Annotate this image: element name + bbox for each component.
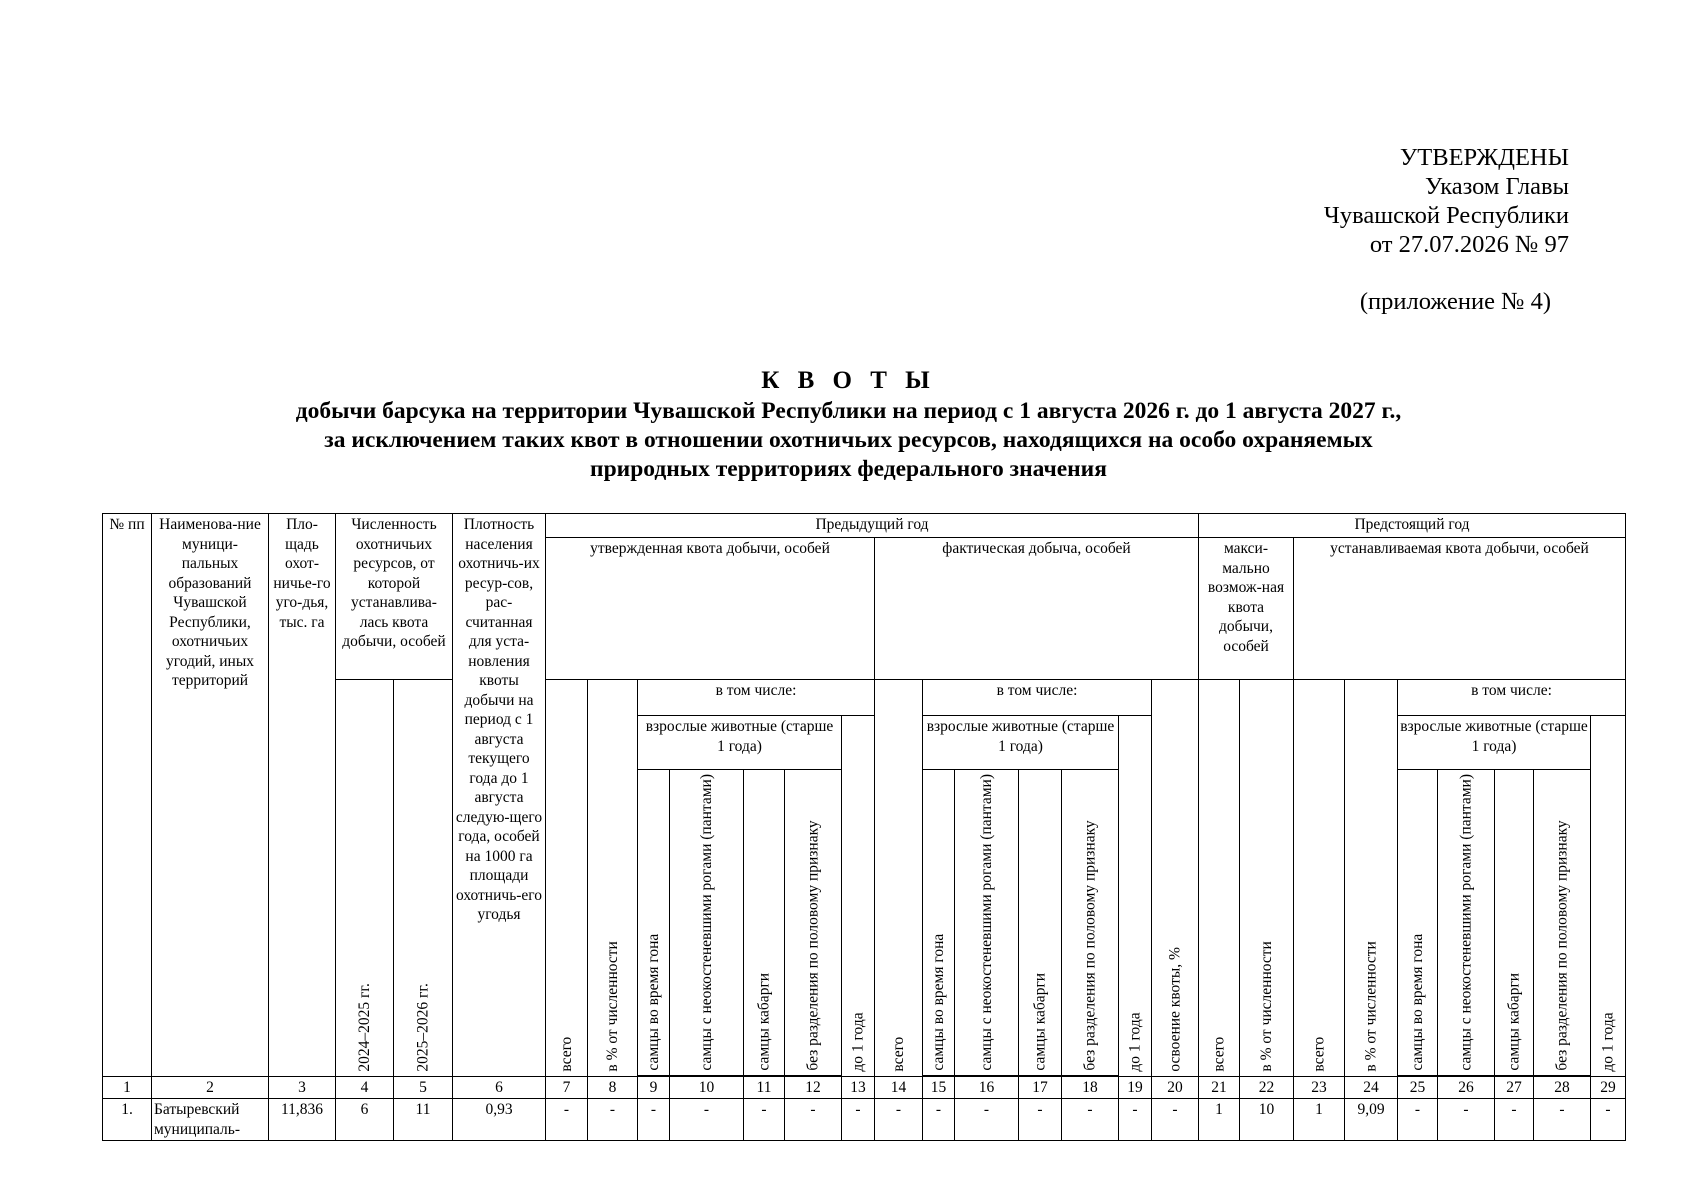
header-set-males-musk: самцы кабарги — [1495, 770, 1534, 1076]
column-number: 24 — [1345, 1076, 1398, 1099]
header-set-no-sex: без разделения по половому признаку — [1534, 770, 1591, 1076]
cell-pop-2025: 11 — [394, 1099, 453, 1141]
cell-prev-no-sex: - — [785, 1099, 842, 1141]
header-actual-harvest: фактическая добыча, особей — [875, 538, 1199, 680]
header-set-males-antlers: самцы с неокостеневшими рогами (пантами) — [1438, 770, 1495, 1076]
cell-prev-males-rut: - — [638, 1099, 670, 1141]
column-number: 29 — [1591, 1076, 1626, 1099]
cell-max-pct: 10 — [1240, 1099, 1294, 1141]
column-number: 15 — [923, 1076, 955, 1099]
approval-title: УТВЕРЖДЕНЫ — [1399, 144, 1569, 171]
column-number: 14 — [875, 1076, 923, 1099]
column-number: 4 — [336, 1076, 394, 1099]
header-actual-no-sex: без разделения по половому признаку — [1062, 770, 1119, 1076]
approval-date: от 27.07.2026 № 97 — [1369, 231, 1569, 258]
column-number: 11 — [744, 1076, 785, 1099]
header-prev-no-sex: без разделения по половому признаку — [785, 770, 842, 1076]
header-num: № пп — [103, 514, 152, 1077]
cell-actual-under-1: - — [1119, 1099, 1152, 1141]
cell-pop-2024: 6 — [336, 1099, 394, 1141]
cell-area: 11,836 — [269, 1099, 336, 1141]
header-actual-males-antlers: самцы с неокостеневшими рогами (пантами) — [955, 770, 1019, 1076]
cell-density: 0,93 — [453, 1099, 546, 1141]
cell-actual-males-rut: - — [923, 1099, 955, 1141]
cell-actual-total: - — [875, 1099, 923, 1141]
header-actual-including: в том числе: — [923, 680, 1152, 716]
cell-set-males-antlers: - — [1438, 1099, 1495, 1141]
column-number: 12 — [785, 1076, 842, 1099]
header-population: Численность охотничьих ресурсов, от которой устанавлива-лась квота добычи, особей — [336, 514, 453, 680]
cell-actual-males-musk: - — [1019, 1099, 1062, 1141]
cell-prev-males-antlers: - — [670, 1099, 744, 1141]
column-number: 20 — [1152, 1076, 1199, 1099]
header-prev-under-1: до 1 года — [842, 716, 875, 1077]
cell-set-pct: 9,09 — [1345, 1099, 1398, 1141]
cell-set-males-rut: - — [1398, 1099, 1438, 1141]
cell-name: Батыревский муниципаль- — [152, 1099, 269, 1141]
approval-block — [1149, 143, 1569, 259]
column-number: 22 — [1240, 1076, 1294, 1099]
cell-prev-pct: - — [588, 1099, 638, 1141]
header-previous-year: Предыдущий год — [546, 514, 1199, 538]
document-title: К В О Т Ы — [761, 367, 936, 394]
cell-set-no-sex: - — [1534, 1099, 1591, 1141]
approval-decree: Указом Главы — [1425, 173, 1569, 200]
column-number: 21 — [1199, 1076, 1240, 1099]
header-actual-males-musk: самцы кабарги — [1019, 770, 1062, 1076]
subtitle-line-3: природных территориях федерального значения — [590, 456, 1107, 482]
subtitle-line-1: добычи барсука на территории Чувашской Республики на период с 1 августа 2026 г. до 1 августа 2027 г., — [295, 398, 1402, 424]
header-actual-males-rut: самцы во время гона — [923, 770, 955, 1076]
cell-actual-males-antlers: - — [955, 1099, 1019, 1141]
column-number: 25 — [1398, 1076, 1438, 1099]
column-number: 26 — [1438, 1076, 1495, 1099]
cell-set-males-musk: - — [1495, 1099, 1534, 1141]
header-name: Наименова-ние муници-пальных образований Чувашской Республики, охотничьих угодий, иных территорий — [152, 514, 269, 1077]
header-actual-total: всего — [875, 680, 923, 1077]
header-prev-males-rut: самцы во время гона — [638, 770, 670, 1076]
column-number: 3 — [269, 1076, 336, 1099]
header-prev-total: всего — [546, 680, 588, 1077]
cell-max-total: 1 — [1199, 1099, 1240, 1141]
header-set-males-rut: самцы во время гона — [1398, 770, 1438, 1076]
cell-prev-males-musk: - — [744, 1099, 785, 1141]
document-subtitle — [150, 397, 1547, 484]
header-actual-adults: взрослые животные (старше 1 года) — [923, 716, 1119, 770]
column-number: 16 — [955, 1076, 1019, 1099]
header-actual-under-1: до 1 года — [1119, 716, 1152, 1077]
cell-prev-under-1: - — [842, 1099, 875, 1141]
column-number: 6 — [453, 1076, 546, 1099]
appendix-label: (приложение № 4) — [1359, 288, 1551, 315]
header-area: Пло-щадь охот-ничье-го уго-дья, тыс. га — [269, 514, 336, 1077]
header-density: Плотность населения охотничь-их ресур-сов, рас-считанная для уста-новления квоты добычи на период с 1 августа текущего года до 1 августа следую-щего года, особей на 1000 га площади охотничь-его угодья — [453, 514, 546, 1077]
header-prev-adults: взрослые животные (старше 1 года) — [638, 716, 842, 770]
header-set-quota: устанавливаемая квота добычи, особей — [1294, 538, 1626, 680]
header-set-including: в том числе: — [1398, 680, 1626, 716]
header-set-pct: в % от численности — [1345, 680, 1398, 1077]
column-number: 27 — [1495, 1076, 1534, 1099]
cell-set-under-1: - — [1591, 1099, 1626, 1141]
cell-set-total: 1 — [1294, 1099, 1345, 1141]
column-number: 9 — [638, 1076, 670, 1099]
column-number-row — [103, 1076, 1626, 1099]
cell-prev-total: - — [546, 1099, 588, 1141]
column-number: 18 — [1062, 1076, 1119, 1099]
column-number: 5 — [394, 1076, 453, 1099]
header-year-2025: 2025–2026 гг. — [394, 680, 453, 1077]
column-number: 8 — [588, 1076, 638, 1099]
column-number: 1 — [103, 1076, 152, 1099]
column-number: 19 — [1119, 1076, 1152, 1099]
column-number: 17 — [1019, 1076, 1062, 1099]
table-row — [103, 1099, 1626, 1141]
column-number: 7 — [546, 1076, 588, 1099]
header-max-total: всего — [1199, 680, 1240, 1077]
column-number: 28 — [1534, 1076, 1591, 1099]
subtitle-line-2: за исключением таких квот в отношении охотничьих ресурсов, находящихся на особо охраняемых — [324, 427, 1373, 453]
header-set-adults: взрослые животные (старше 1 года) — [1398, 716, 1591, 770]
header-prev-males-antlers: самцы с неокостеневшими рогами (пантами) — [670, 770, 744, 1076]
column-number: 23 — [1294, 1076, 1345, 1099]
header-quota-usage: освоение квоты, % — [1152, 680, 1199, 1077]
header-prev-males-musk: самцы кабарги — [744, 770, 785, 1076]
approval-republic: Чувашской Республики — [1323, 202, 1569, 229]
quota-table — [102, 513, 1626, 1141]
header-prev-including: в том числе: — [638, 680, 875, 716]
header-max-quota: макси-мально возмож-ная квота добычи, особей — [1199, 538, 1294, 680]
header-set-total: всего — [1294, 680, 1345, 1077]
cell-actual-no-sex: - — [1062, 1099, 1119, 1141]
header-row-1 — [103, 514, 1626, 538]
header-next-year: Предстоящий год — [1199, 514, 1626, 538]
header-year-2024: 2024–2025 гг. — [336, 680, 394, 1077]
column-number: 10 — [670, 1076, 744, 1099]
cell-num: 1. — [103, 1099, 152, 1141]
header-max-pct: в % от численности — [1240, 680, 1294, 1077]
column-number: 2 — [152, 1076, 269, 1099]
header-set-under-1: до 1 года — [1591, 716, 1626, 1077]
column-number: 13 — [842, 1076, 875, 1099]
header-prev-pct: в % от численности — [588, 680, 638, 1077]
cell-quota-usage: - — [1152, 1099, 1199, 1141]
header-approved-quota: утвержденная квота добычи, особей — [546, 538, 875, 680]
